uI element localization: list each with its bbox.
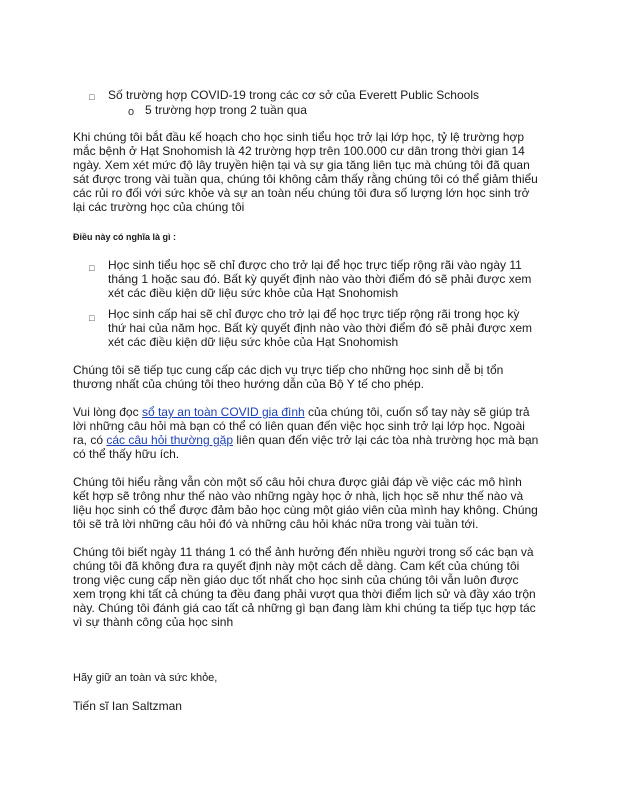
faq-link[interactable]: các câu hỏi thường gặp	[106, 433, 234, 447]
closing-paragraph	[73, 545, 551, 629]
signoff-text: Hãy giữ an toàn và sức khỏe,	[73, 672, 218, 684]
list-line: thứ hai của năm học. Bất kỳ quyết định nào vào thời điểm đó sẽ phải được xem	[108, 321, 533, 335]
handbook-paragraph	[73, 405, 551, 461]
intro-paragraph	[73, 130, 551, 214]
closing-line: trong việc cung cấp nền giáo dục tốt nhất cho học sinh của chúng tôi vẫn luôn được	[73, 573, 519, 587]
list-line: xét các điều kiện dữ liệu sức khỏe của Hạt Snohomish	[108, 335, 399, 349]
closing-line: Chúng tôi biết ngày 11 tháng 1 có thể ảnh hưởng đến nhiều người trong số các bạn và	[73, 545, 534, 559]
questions-line: kết hợp sẽ trông như thế nào vào những ngày học ở nhà, lịch học sẽ như thế nào và	[73, 489, 524, 503]
intro-line: các rủi ro đối với sức khỏe và sự an toàn nếu chúng tôi đưa số lượng lớn học sinh trở	[73, 186, 530, 200]
handbook-line: có thể thấy hữu ích.	[73, 447, 180, 461]
bullet-circle-icon: o	[128, 106, 135, 118]
questions-line: liệu học sinh có thể được đảm bảo học cùng một giáo viên của mình hay không. Chúng	[73, 503, 538, 517]
meaning-heading: Điều này có nghĩa là gì :	[73, 232, 177, 242]
intro-line: ngày. Xem xét mức độ lây truyền hiện tại và sự gia tăng liên tục mà chúng tôi đã quan	[73, 158, 530, 172]
covid-cases-subitem: 5 trường hợp trong 2 tuần qua	[145, 103, 307, 117]
list-line: xét các điều kiện dữ liệu sức khỏe của Hạt Snohomish	[108, 286, 399, 300]
handbook-line: ra, có các câu hỏi thường gặp liên quan đến việc trở lại các tòa nhà trường học mà bạn	[73, 433, 539, 447]
covid-cases-item: Số trường hợp COVID-19 trong các cơ sở của Everett Public Schools	[108, 88, 479, 102]
questions-line: tôi sẽ trả lời những câu hỏi đó và những câu hỏi khác nữa trong vài tuần tới.	[73, 517, 479, 531]
handbook-line: Vui lòng đọc sổ tay an toàn COVID gia đình của chúng tôi, cuốn sổ tay này sẽ giúp trả	[73, 405, 530, 419]
questions-line: Chúng tôi hiểu rằng vẫn còn một số câu hỏi chưa được giải đáp về việc các mô hình	[73, 475, 522, 489]
support-line: Chúng tôi sẽ tiếp tục cung cấp các dịch vụ trực tiếp cho những học sinh dễ bị tổn	[73, 363, 504, 377]
covid-handbook-link[interactable]: sổ tay an toàn COVID gia đình	[141, 405, 305, 419]
signature-text: Tiến sĩ Ian Saltzman	[73, 699, 182, 713]
list-line: tháng 1 hoặc sau đó. Bất kỳ quyết định nào vào thời điểm đó sẽ phải được xem	[108, 272, 532, 286]
support-paragraph	[73, 363, 551, 391]
list-line: Học sinh tiểu học sẽ chỉ được cho trở lại để học trực tiếp rộng rãi vào ngày 11	[108, 258, 522, 272]
intro-line: lại các trường học của chúng tôi	[73, 200, 245, 214]
bullet-square-icon: □	[89, 313, 95, 323]
handbook-line: lời những câu hỏi mà bạn có thể có liên quan đến việc học sinh trở lại lớp học. Ngoài	[73, 419, 525, 433]
intro-line: sát được trong vài tuần qua, chúng tôi không cảm thấy rằng chúng tôi có thể giảm thiểu	[73, 172, 538, 186]
elementary-item	[108, 258, 558, 300]
closing-line: xem trọng khi tất cả chúng ta đều đang phải vượt qua thời điểm lịch sử và đầy xáo trộn	[73, 587, 536, 601]
secondary-item	[108, 307, 558, 349]
questions-paragraph	[73, 475, 551, 531]
support-line: thương nhất của chúng tôi theo hướng dẫn của Bộ Y tế cho phép.	[73, 377, 424, 391]
closing-line: này. Chúng tôi đánh giá cao tất cả những gì bạn đang làm khi chúng ta tiếp tục hợp tác	[73, 601, 536, 615]
intro-line: Khi chúng tôi bắt đầu kế hoạch cho học sinh tiểu học trở lại lớp học, tỷ lệ trường hợp	[73, 130, 525, 144]
closing-line: chúng tôi đã không đưa ra quyết định này một cách dễ dàng. Cam kết của chúng tôi	[73, 559, 520, 573]
closing-line: vì sự thành công của học sinh	[73, 615, 234, 629]
bullet-square-icon: □	[89, 263, 95, 273]
intro-line: mắc bệnh ở Hạt Snohomish là 42 trường hợp trên 100.000 cư dân trong thời gian 14	[73, 144, 525, 158]
list-line: Học sinh cấp hai sẽ chỉ được cho trở lại để học trực tiếp rộng rãi trong học kỳ	[108, 307, 520, 321]
bullet-square-icon: □	[89, 92, 95, 102]
